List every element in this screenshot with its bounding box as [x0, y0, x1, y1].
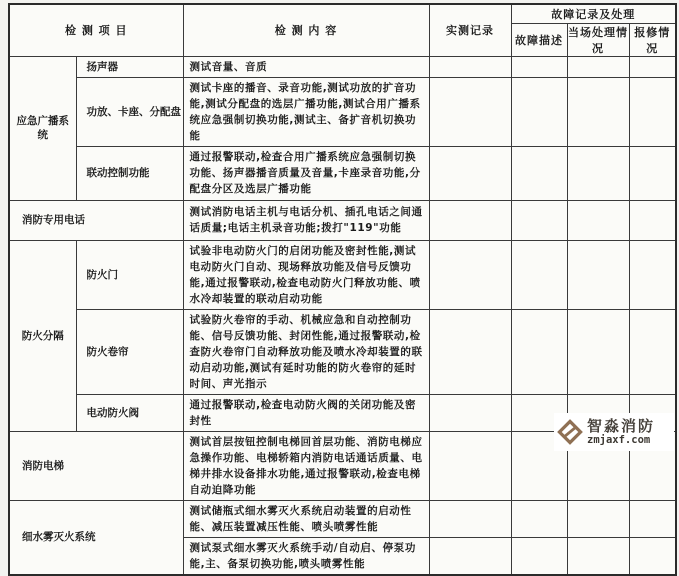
onsite-handling-cell	[567, 200, 629, 240]
actual-record-cell	[429, 56, 511, 77]
actual-record-cell	[429, 500, 511, 537]
actual-record-cell	[429, 146, 511, 200]
header-inspection-item: 检 测 项 目	[9, 4, 183, 56]
header-fault-desc: 故障描述	[511, 23, 567, 56]
actual-record-cell	[429, 394, 511, 431]
content-cell: 通过报警联动,检查合用广播系统应急强制切换功能、扬声器播音质量及音量,卡座录音功能,分配盘分区及选层广播功能	[183, 146, 429, 200]
watermark-domain: zmjaxf.com	[587, 433, 651, 446]
onsite-handling-cell	[567, 537, 629, 575]
item-cell-amplifier: 功放、卡座、分配盘	[76, 77, 183, 146]
item-cell-fire-door: 防火门	[76, 240, 183, 309]
fault-desc-cell	[511, 56, 567, 77]
content-cell: 测试储瓶式细水雾灭火系统启动装置的启动性能、减压装置减压性能、喷头喷雾性能	[183, 500, 429, 537]
onsite-handling-cell	[567, 500, 629, 537]
content-cell: 试验防火卷帘的手动、机械应急和自动控制功能、信号反馈功能、封闭性能,通过报警联动,检查防火卷帘门自动释放功能及喷水冷却装置的联动启动功能,测试有延时功能的防火卷帘的延时时间、声光指示	[183, 309, 429, 394]
repair-status-cell	[629, 77, 676, 146]
header-fault-group: 故障记录及处理	[511, 4, 676, 23]
repair-status-cell	[629, 240, 676, 309]
fault-desc-cell	[511, 537, 567, 575]
actual-record-cell	[429, 200, 511, 240]
content-cell: 测试首层按钮控制电梯回首层功能、消防电梯应急操作功能、电梯轿箱内消防电话通话质量、电梯井排水设备排水功能,通过报警联动,检查电梯自动迫降功能	[183, 431, 429, 500]
content-cell: 试验非电动防火门的启闭功能及密封性能,测试电动防火门自动、现场释放功能及信号反馈功能,通过报警联动,检查电动防火门释放功能、喷水冷却装置的联动启动功能	[183, 240, 429, 309]
content-cell: 测试卡座的播音、录音功能,测试功放的扩音功能,测试分配盘的选层广播功能,测试合用广播系统应急强制切换功能,测试主、备扩音机切换功能	[183, 77, 429, 146]
fault-desc-cell	[511, 77, 567, 146]
fault-desc-cell	[511, 146, 567, 200]
item-cell-fire-shutter: 防火卷帘	[76, 309, 183, 394]
item-cell-electric-fire-damper: 电动防火阀	[76, 394, 183, 431]
onsite-handling-cell	[567, 56, 629, 77]
repair-status-cell	[629, 309, 676, 394]
item-cell-speaker: 扬声器	[76, 56, 183, 77]
system-cell-fire-telephone: 消防专用电话	[9, 200, 183, 240]
repair-status-cell	[629, 537, 676, 575]
watermark	[554, 413, 674, 451]
actual-record-cell	[429, 431, 511, 500]
repair-status-cell	[629, 56, 676, 77]
system-cell-fire-elevator: 消防电梯	[9, 431, 183, 500]
repair-status-cell	[629, 500, 676, 537]
repair-status-cell	[629, 200, 676, 240]
watermark-brand: 智淼消防	[587, 416, 656, 435]
header-onsite-handling: 当场处理情况	[567, 23, 629, 56]
onsite-handling-cell	[567, 309, 629, 394]
actual-record-cell	[429, 309, 511, 394]
fault-desc-cell	[511, 240, 567, 309]
system-cell-water-mist: 细水雾灭火系统	[9, 500, 183, 575]
onsite-handling-cell	[567, 146, 629, 200]
zhimiao-logo-icon	[557, 419, 583, 445]
fault-desc-cell	[511, 200, 567, 240]
onsite-handling-cell	[567, 240, 629, 309]
inspection-table	[8, 3, 677, 576]
content-cell: 通过报警联动,检查电动防火阀的关闭功能及密封性	[183, 394, 429, 431]
watermark-text	[587, 416, 656, 446]
content-cell: 测试音量、音质	[183, 56, 429, 77]
fault-desc-cell	[511, 500, 567, 537]
actual-record-cell	[429, 77, 511, 146]
onsite-handling-cell	[567, 77, 629, 146]
content-cell: 测试消防电话主机与电话分机、插孔电话之间通话质量;电话主机录音功能;拨打"119"功能	[183, 200, 429, 240]
system-cell-emergency-broadcast: 应急广播系统	[9, 56, 76, 200]
actual-record-cell	[429, 240, 511, 309]
header-actual-record: 实测记录	[429, 4, 511, 56]
item-cell-linkage-control: 联动控制功能	[76, 146, 183, 200]
header-repair-status: 报修情况	[629, 23, 676, 56]
content-cell: 测试泵式细水雾灭火系统手动/自动启、停泵功能,主、备泵切换功能,喷头喷雾性能	[183, 537, 429, 575]
actual-record-cell	[429, 537, 511, 575]
system-cell-fire-separation: 防火分隔	[9, 240, 76, 431]
repair-status-cell	[629, 146, 676, 200]
fault-desc-cell	[511, 309, 567, 394]
header-inspection-content: 检 测 内 容	[183, 4, 429, 56]
